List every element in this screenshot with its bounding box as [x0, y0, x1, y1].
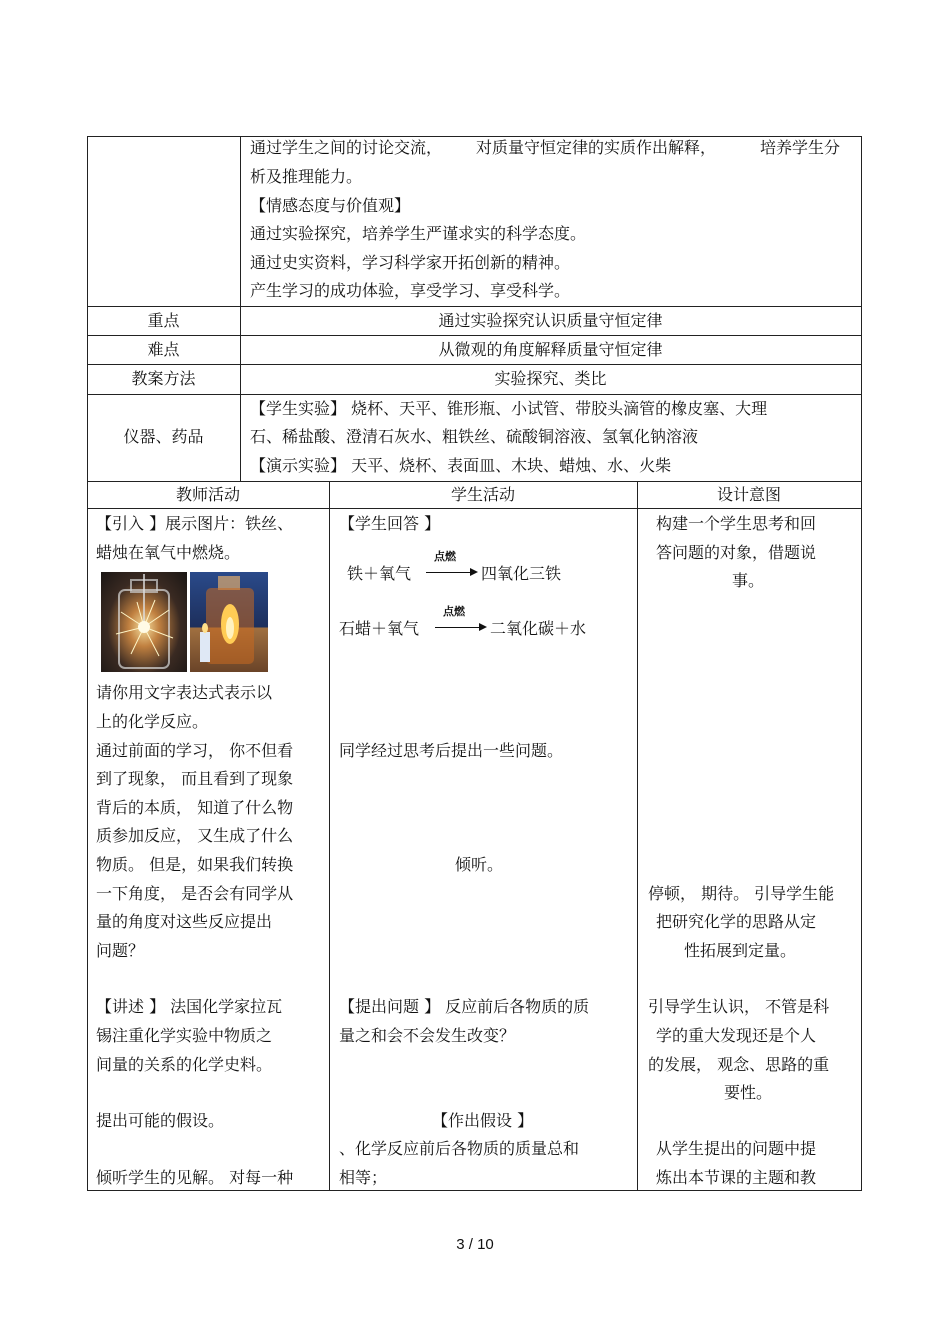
objective-line-4: 通过史实资料，学习科学家开拓创新的精神。	[250, 253, 571, 272]
design-line: 停顿， 期待。 引导学生能	[648, 884, 835, 903]
design-line: 要性。	[724, 1083, 773, 1102]
student-line: 【学生回答 】	[339, 514, 441, 533]
equipment-label: 仪器、药品	[123, 427, 204, 446]
design-line: 从学生提出的问题中提	[656, 1139, 817, 1158]
design-line: 把研究化学的思路从定	[656, 912, 817, 931]
iron-wire-burning-photo	[101, 572, 187, 672]
student-line: 、化学反应前后各物质的质量总和	[339, 1139, 580, 1158]
objective-line-1b: 对质量守恒定律的实质作出解释，	[476, 138, 717, 157]
page-number: 3 / 10	[456, 1236, 494, 1253]
difficult-point-value: 从微观的角度解释质量守恒定律	[438, 340, 663, 359]
teacher-line: 质参加反应， 又生成了什么	[96, 826, 294, 845]
objective-line-3: 通过实验探究，培养学生严谨求实的科学态度。	[250, 224, 587, 243]
teacher-line: 量的角度对这些反应提出	[96, 912, 273, 931]
key-point-label: 重点	[147, 311, 180, 330]
design-line: 答问题的对象，借题说	[656, 543, 817, 562]
header-design-intent: 设计意图	[716, 485, 781, 504]
student-line: 相等；	[339, 1168, 388, 1187]
student-line: 【作出假设 】	[432, 1111, 534, 1130]
teacher-line: 一下角度， 是否会有同学从	[96, 884, 294, 903]
objective-line-5: 产生学习的成功体验，享受学习、享受科学。	[250, 281, 571, 300]
reaction-condition: 点燃	[434, 550, 456, 563]
design-line: 学的重大发现还是个人	[656, 1026, 817, 1045]
teacher-line: 蜡烛在氧气中燃烧。	[96, 543, 241, 562]
reaction-condition: 点燃	[443, 605, 465, 618]
design-line: 的发展， 观念、思路的重	[648, 1055, 830, 1074]
teacher-line: 【引入 】展示图片：铁丝、	[96, 514, 294, 533]
teacher-line: 提出可能的假设。	[96, 1111, 225, 1130]
teacher-line: 到了现象， 而且看到了现象	[96, 769, 294, 788]
teacher-line: 通过前面的学习， 你不但看	[96, 741, 294, 760]
reaction-arrow	[426, 572, 476, 573]
teaching-method-label: 教案方法	[131, 369, 196, 388]
equipment-line-3: 【演示实验】 天平、烧杯、表面皿、木块、蜡烛、水、火柴	[250, 456, 672, 475]
teacher-line: 背后的本质， 知道了什么物	[96, 798, 294, 817]
objective-line-2: 析及推理能力。	[250, 167, 363, 186]
equipment-line-1: 【学生实验】 烧杯、天平、锥形瓶、小试管、带胶头滴管的橡皮塞、大理	[250, 399, 768, 418]
equation-products: 二氧化碳＋水	[490, 619, 587, 638]
teacher-line: 倾听学生的见解。 对每一种	[96, 1168, 294, 1187]
emotion-heading: 【情感态度与价值观】	[250, 196, 411, 215]
teacher-line: 物质。 但是，如果我们转换	[96, 855, 294, 874]
teacher-line: 上的化学反应。	[96, 712, 209, 731]
design-line: 性拓展到定量。	[684, 941, 797, 960]
design-line: 引导学生认识， 不管是科	[648, 997, 830, 1016]
teacher-line: 锡注重化学实验中物质之	[96, 1026, 273, 1045]
reaction-arrow	[435, 627, 485, 628]
teaching-method-value: 实验探究、类比	[494, 369, 607, 388]
design-line: 构建一个学生思考和回	[656, 514, 817, 533]
student-line: 【提出问题 】 反应前后各物质的质	[339, 997, 590, 1016]
objective-line-1a: 通过学生之间的讨论交流，	[250, 138, 443, 157]
header-teacher-activity: 教师活动	[175, 485, 240, 504]
student-line: 倾听。	[455, 855, 504, 874]
objective-line-1c: 培养学生分	[760, 138, 841, 157]
equipment-line-2: 石、稀盐酸、澄清石灰水、粗铁丝、硫酸铜溶液、氢氧化钠溶液	[250, 427, 699, 446]
student-line: 量之和会不会发生改变？	[339, 1026, 516, 1045]
equation-products: 四氧化三铁	[481, 564, 562, 583]
candle-burning-photo	[190, 572, 268, 672]
teacher-line: 间量的关系的化学史料。	[96, 1055, 273, 1074]
teacher-line: 【讲述 】 法国化学家拉瓦	[96, 997, 283, 1016]
design-line: 炼出本节课的主题和教	[656, 1168, 817, 1187]
header-student-activity: 学生活动	[450, 485, 515, 504]
teacher-line: 问题？	[96, 941, 145, 960]
equation-reactants: 石蜡＋氧气	[339, 619, 420, 638]
student-line: 同学经过思考后提出一些问题。	[339, 741, 564, 760]
difficult-point-label: 难点	[147, 340, 180, 359]
teacher-line: 请你用文字表达式表示以	[96, 683, 273, 702]
key-point-value: 通过实验探究认识质量守恒定律	[438, 311, 663, 330]
design-line: 事。	[732, 571, 765, 590]
equation-reactants: 铁＋氧气	[347, 564, 412, 583]
